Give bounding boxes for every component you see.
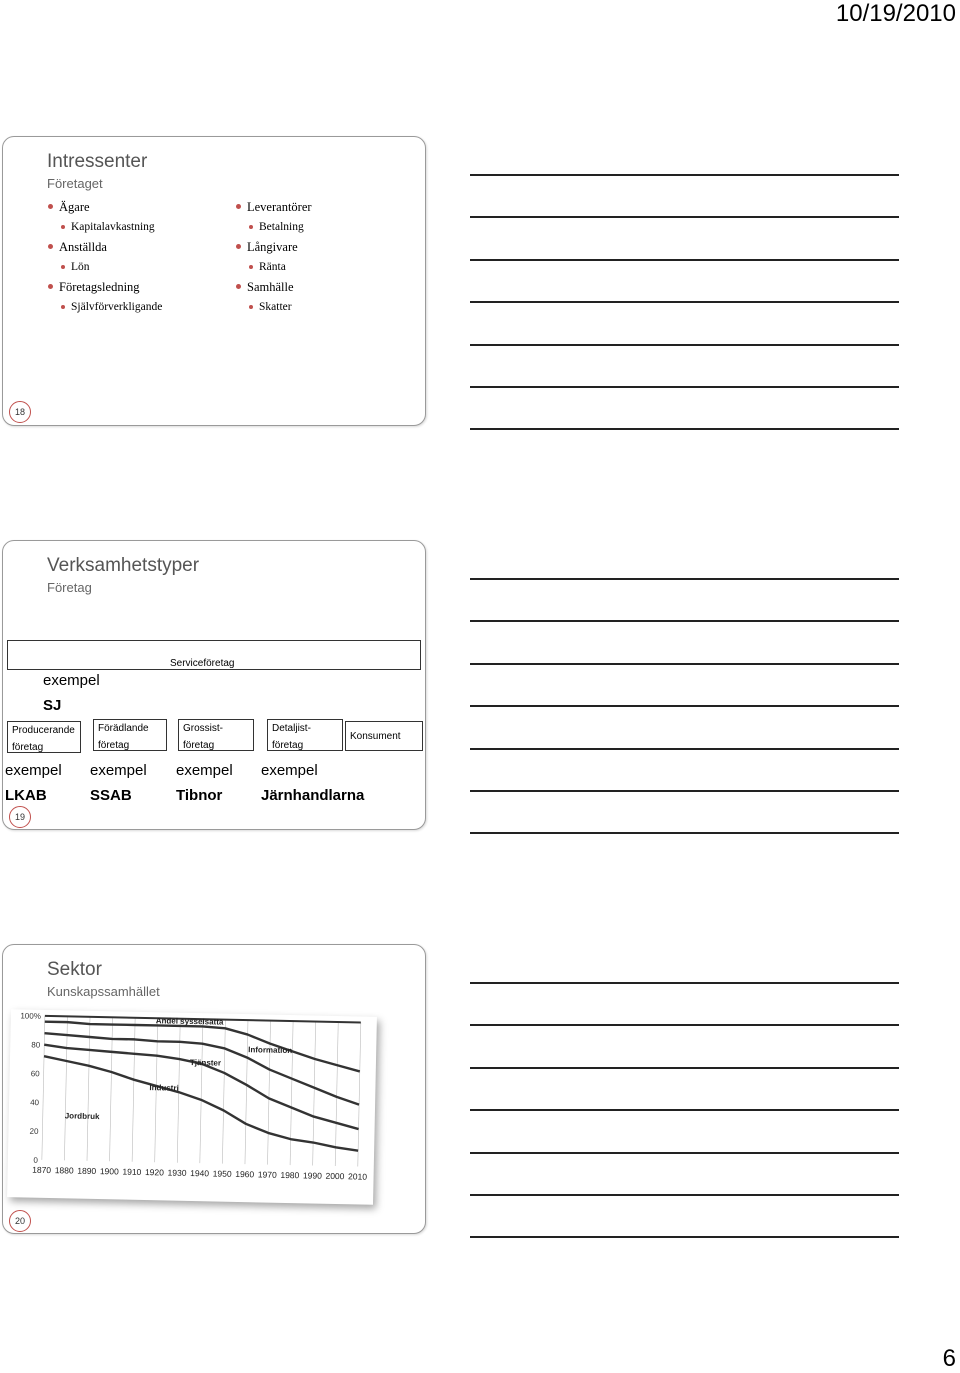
slide-subtitle: Företag	[47, 580, 92, 595]
bullet-item	[235, 237, 312, 257]
y-tick-label: 100%	[20, 1011, 41, 1021]
chain-box-wholesaler: Grossist- företag	[178, 719, 254, 751]
note-line	[470, 174, 899, 176]
grid-line	[290, 1021, 293, 1165]
chain-example-word: exempel	[176, 762, 233, 779]
chart-annotation: Andel sysselsatta	[155, 1016, 224, 1027]
bullet-dot-icon	[61, 305, 65, 309]
slide-number: 20	[9, 1210, 31, 1232]
x-tick-label: 2010	[348, 1171, 368, 1182]
x-tick-label: 1890	[77, 1165, 97, 1177]
employment-chart-svg	[7, 1009, 377, 1205]
header-date: 10/19/2010	[835, 0, 956, 27]
service-company-bar	[7, 640, 421, 670]
bullet-dot-icon	[236, 244, 241, 249]
bullet-item	[235, 217, 312, 237]
bullet-dot-icon	[236, 284, 241, 289]
slide-subtitle: Kunskapssamhället	[47, 984, 160, 999]
grid-line	[335, 1022, 338, 1166]
chart-annotation: Tjänster	[189, 1057, 222, 1068]
chain-box-producer: Producerande företag	[7, 721, 81, 753]
bullet-text: Långivare	[247, 240, 298, 254]
slide-19	[2, 540, 426, 830]
note-line	[470, 1194, 899, 1196]
bullet-item	[47, 277, 162, 297]
x-tick-label: 1900	[99, 1166, 119, 1177]
x-tick-label: 1970	[257, 1169, 277, 1180]
note-line	[470, 1024, 899, 1026]
x-tick-label: 1950	[212, 1168, 232, 1179]
chain-box-refiner: Förädlande företag	[93, 719, 167, 751]
bullet-dot-icon	[61, 265, 65, 269]
bullet-text: Betalning	[259, 221, 304, 233]
bullet-dot-icon	[249, 225, 253, 229]
bullet-item	[235, 197, 312, 217]
bullet-text: Ränta	[259, 261, 286, 273]
bullet-text: Lön	[71, 261, 90, 273]
service-example: SJ	[43, 697, 62, 714]
bullet-dot-icon	[48, 284, 53, 289]
note-line	[470, 259, 899, 261]
chart-annotation: Information	[248, 1045, 293, 1056]
note-line	[470, 790, 899, 792]
bullet-item	[235, 297, 312, 317]
x-tick-label: 1870	[32, 1164, 52, 1176]
x-tick-label: 1940	[190, 1167, 210, 1179]
note-line	[470, 663, 899, 665]
note-line	[470, 428, 899, 430]
bullet-text: Samhälle	[247, 280, 294, 294]
bullet-list-left	[47, 197, 162, 317]
bullet-item	[47, 237, 162, 257]
chain-box-consumer: Konsument	[345, 721, 423, 751]
chain-example: SSAB	[90, 787, 132, 804]
bullet-text: Skatter	[259, 301, 292, 313]
bullet-text: Anställda	[59, 240, 107, 254]
x-tick-label: 1990	[302, 1170, 323, 1181]
x-tick-label: 1980	[280, 1169, 300, 1181]
note-line	[470, 301, 899, 303]
x-tick-label: 1930	[167, 1167, 187, 1178]
chain-example: Järnhandlarna	[261, 787, 365, 804]
bullet-text: Självförverkligande	[71, 301, 163, 313]
chain-example-word: exempel	[90, 762, 147, 779]
slide-title: Intressenter	[47, 151, 148, 172]
chart-annotation: Industri	[149, 1083, 179, 1093]
chain-example: LKAB	[5, 787, 47, 804]
x-tick-label: 2000	[325, 1170, 345, 1182]
note-line	[470, 1152, 899, 1154]
grid-line	[42, 1016, 45, 1160]
slide-title: Verksamhetstyper	[47, 555, 200, 576]
chain-example-word: exempel	[261, 762, 318, 779]
slide-subtitle: Företaget	[47, 176, 103, 191]
note-line	[470, 216, 899, 218]
slide-20	[2, 944, 426, 1234]
y-tick-label: 20	[29, 1126, 39, 1136]
grid-line	[222, 1020, 225, 1164]
bullet-dot-icon	[249, 305, 253, 309]
note-line	[470, 832, 899, 834]
x-tick-label: 1960	[235, 1168, 255, 1180]
service-example-word: exempel	[43, 672, 100, 689]
bullet-dot-icon	[249, 265, 253, 269]
chart-annotation: Jordbruk	[64, 1111, 100, 1122]
note-line	[470, 1067, 899, 1069]
bullet-item	[47, 197, 162, 217]
grid-line	[64, 1016, 67, 1160]
note-line	[470, 578, 899, 580]
chain-box-retailer: Detaljist- företag	[267, 719, 343, 751]
y-tick-label: 60	[30, 1069, 40, 1079]
bullet-item	[47, 297, 162, 317]
y-tick-label: 0	[33, 1155, 38, 1165]
grid-line	[87, 1017, 90, 1161]
note-line	[470, 620, 899, 622]
bullet-list-right	[235, 197, 312, 317]
bullet-text: Leverantörer	[247, 200, 312, 214]
bullet-dot-icon	[236, 204, 241, 209]
slide-number: 18	[9, 401, 31, 423]
employment-chart	[7, 1009, 377, 1205]
note-line	[470, 705, 899, 707]
bullet-item	[235, 277, 312, 297]
x-tick-label: 1920	[144, 1167, 165, 1178]
grid-line	[245, 1020, 248, 1164]
note-line	[470, 1109, 899, 1111]
note-line	[470, 344, 899, 346]
y-tick-label: 80	[31, 1040, 41, 1050]
bullet-dot-icon	[61, 225, 65, 229]
grid-line	[200, 1019, 203, 1163]
slide-number: 19	[9, 806, 31, 828]
bullet-text: Ägare	[59, 200, 90, 214]
note-line	[470, 1236, 899, 1238]
bullet-dot-icon	[48, 244, 53, 249]
x-tick-label: 1910	[122, 1166, 142, 1177]
note-line	[470, 386, 899, 388]
page-number: 6	[942, 1345, 956, 1372]
note-line	[470, 982, 899, 984]
slide-title: Sektor	[47, 959, 102, 980]
grid-line	[358, 1023, 361, 1167]
bullet-text: Kapitalavkastning	[71, 221, 155, 233]
bullet-item	[47, 257, 162, 277]
chain-example: Tibnor	[176, 787, 223, 804]
y-tick-label: 40	[30, 1098, 40, 1108]
slide-18	[2, 136, 426, 426]
bullet-item	[47, 217, 162, 237]
service-company-label: Serviceföretag	[170, 658, 235, 669]
bullet-item	[235, 257, 312, 277]
x-tick-label: 1880	[54, 1165, 74, 1176]
bullet-dot-icon	[48, 204, 53, 209]
bullet-text: Företagsledning	[59, 280, 140, 294]
chain-example-word: exempel	[5, 762, 62, 779]
note-line	[470, 748, 899, 750]
